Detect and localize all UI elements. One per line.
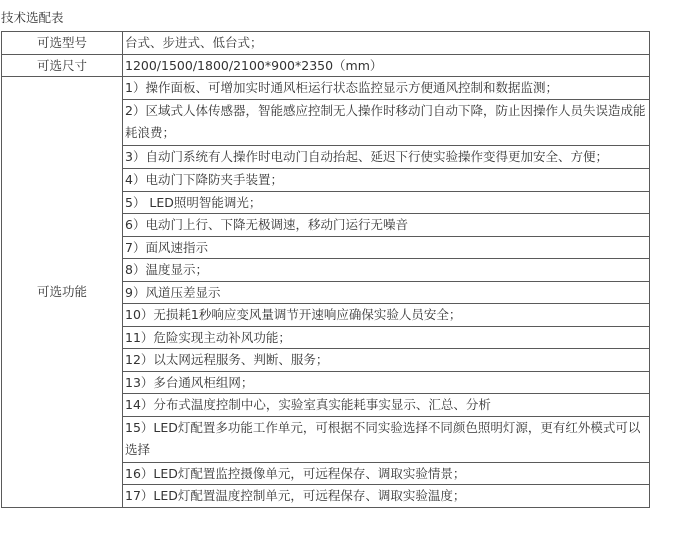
feature-item: 13）多台通风柜组网； — [123, 371, 650, 394]
feature-item: 11）危险实现主动补风功能； — [123, 326, 650, 349]
feature-item: 7）面风速指示 — [123, 236, 650, 259]
table-row — [2, 77, 650, 100]
feature-item: 5） LED照明智能调光； — [123, 191, 650, 214]
feature-item: 9）风道压差显示 — [123, 281, 650, 304]
feature-item: 15）LED灯配置多功能工作单元，可根据不同实验选择不同颜色照明灯源，更有红外模式可以选择 — [123, 416, 650, 462]
feature-item: 3）自动门系统有人操作时电动门自动抬起、延迟下行使实验操作变得更加安全、方便； — [123, 145, 650, 169]
spec-table — [1, 31, 650, 508]
table-row — [2, 32, 650, 55]
features-label: 可选功能 — [2, 77, 123, 508]
feature-item: 8）温度显示； — [123, 259, 650, 282]
feature-item: 16）LED灯配置监控摄像单元，可远程保存、调取实验情景； — [123, 462, 650, 485]
feature-item: 14）分布式温度控制中心，实验室真实能耗事实显示、汇总、分析 — [123, 394, 650, 417]
feature-item: 4）电动门下降防夹手装置； — [123, 169, 650, 192]
table-title: 技术选配表 — [1, 10, 64, 25]
feature-item: 2）区域式人体传感器，智能感应控制无人操作时移动门自动下降，防止因操作人员失误造成能耗浪费； — [123, 99, 650, 145]
size-label: 可选尺寸 — [2, 54, 123, 77]
feature-item: 6）电动门上行、下降无极调速，移动门运行无噪音 — [123, 214, 650, 237]
feature-item: 17）LED灯配置温度控制单元，可远程保存、调取实验温度； — [123, 485, 650, 508]
model-label: 可选型号 — [2, 32, 123, 55]
table-row — [2, 54, 650, 77]
feature-item: 10）无损耗1秒响应变风量调节开速响应确保实验人员安全； — [123, 304, 650, 327]
model-value: 台式、步进式、低台式； — [123, 32, 650, 55]
feature-item: 1）操作面板、可增加实时通风柜运行状态监控显示方便通风控制和数据监测； — [123, 77, 650, 100]
feature-item: 12）以太网远程服务、判断、服务； — [123, 349, 650, 372]
size-value: 1200/1500/1800/2100*900*2350（mm） — [123, 54, 650, 77]
